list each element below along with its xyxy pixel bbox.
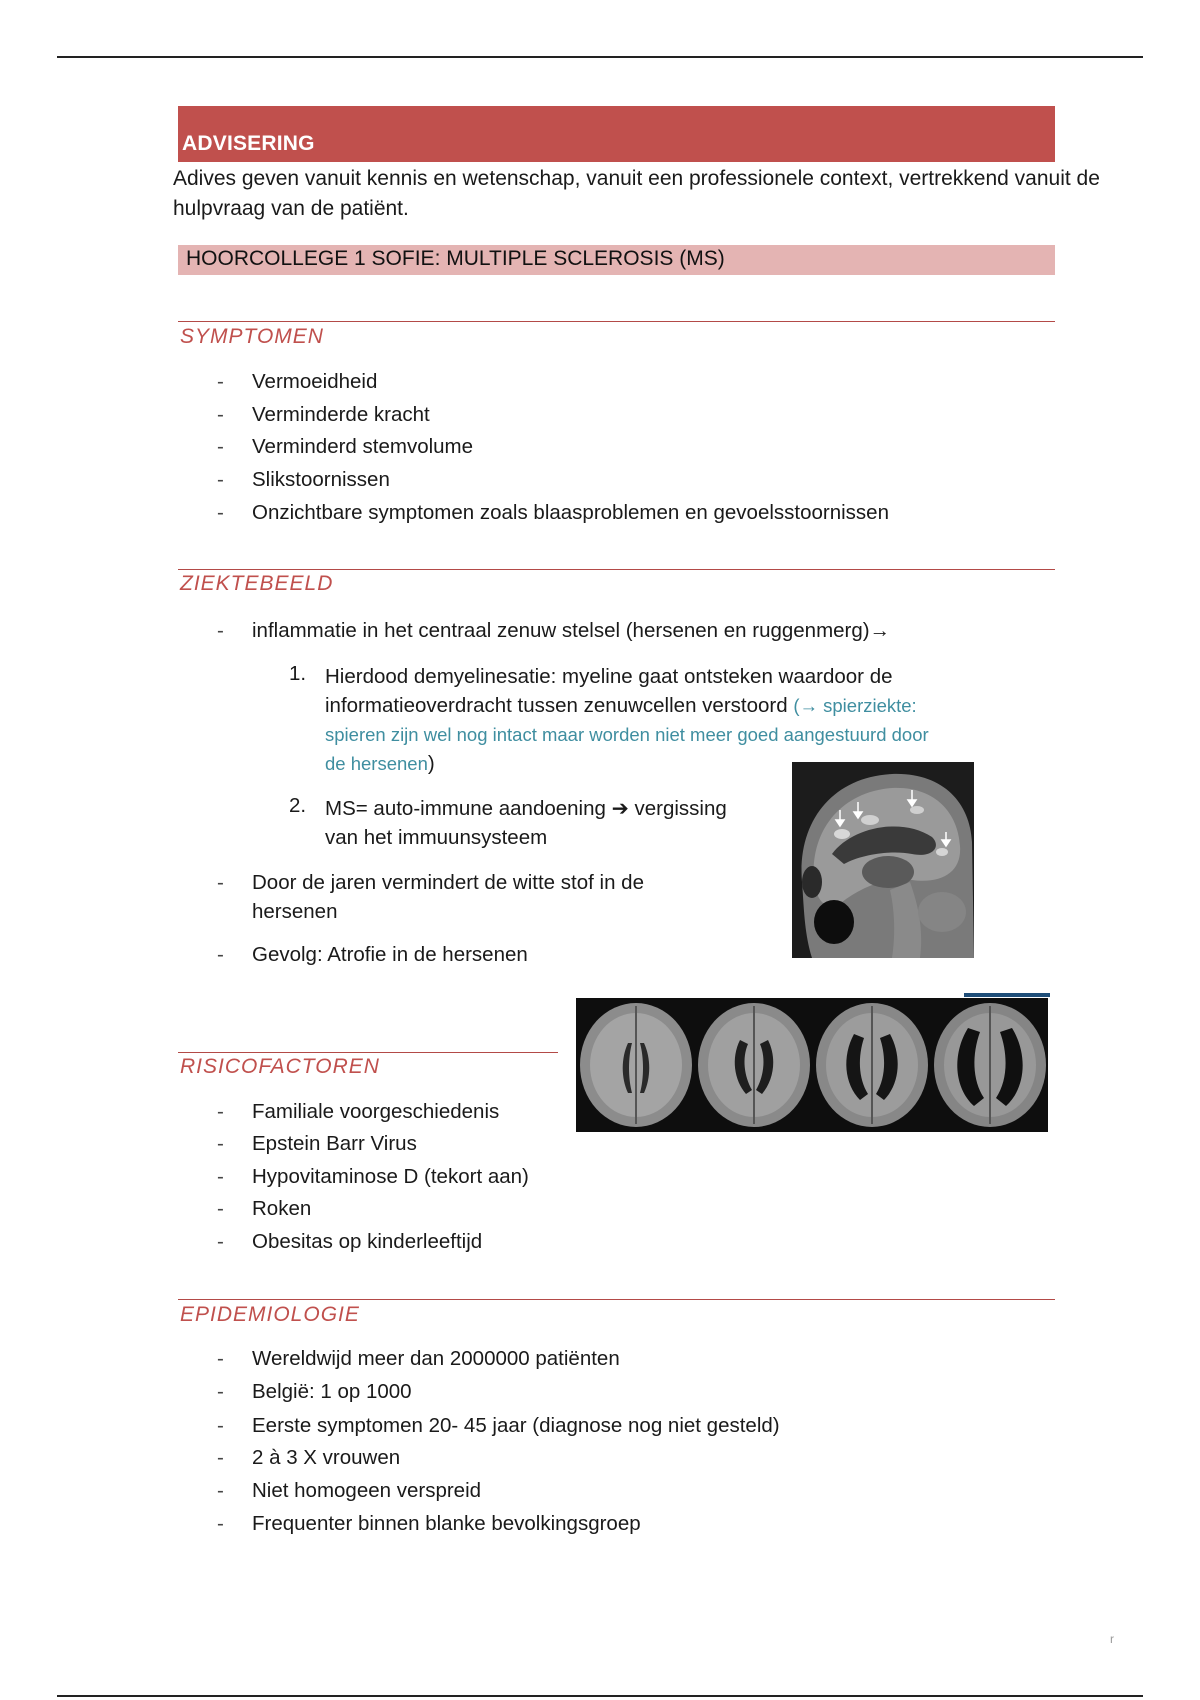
item-line: van het immuunsysteem [325, 826, 548, 849]
axial-slice-1 [580, 1003, 692, 1127]
image-accent-bar [964, 993, 1050, 997]
item-line: informatieoverdracht tussen zenuwcellen verstoord [325, 694, 788, 717]
item-line-with-note [325, 691, 929, 720]
intro-text: Adives geven vanuit kennis en wetenschap, vanuit een professionele context, vertrekkend vanuit de hulpvraag van de patiënt. [173, 167, 1100, 220]
risicofactoren-list [217, 1100, 529, 1263]
ziektebeeld-list-3 [217, 943, 528, 967]
note-text: (→ spierziekte: [793, 695, 917, 716]
note-close: ) [427, 752, 435, 775]
mri-axial-strip [576, 998, 1048, 1132]
numbered-item-2 [289, 794, 769, 854]
brain-sagittal-illustration [792, 762, 974, 958]
page-title-banner: ADVISERING [178, 106, 1055, 162]
note-text: de hersenen [325, 753, 428, 774]
section-title-symptomen: SYMPTOMEN [180, 325, 324, 348]
lecture-title: HOORCOLLEGE 1 SOFIE: MULTIPLE SCLEROSIS (MS) [178, 245, 1055, 275]
list-item: - Wereldwijd meer dan 2000000 patiënten [217, 1347, 780, 1380]
item-line: Door de jaren vermindert de witte stof in de [252, 871, 644, 894]
symptomen-list [217, 370, 889, 534]
page-mark: r [1110, 1632, 1114, 1646]
axial-slice-2 [698, 1003, 810, 1127]
list-item: - inflammatie in het centraal zenuw stelsel (hersenen en ruggenmerg)→ [217, 619, 890, 643]
section-rule-symptomen [178, 321, 1055, 322]
list-item: - Eerste symptomen 20- 45 jaar (diagnose nog niet gesteld) [217, 1414, 780, 1446]
item-line: hersenen [252, 900, 338, 923]
list-item: - 2 à 3 X vrouwen [217, 1446, 780, 1479]
mri-caption [792, 960, 794, 966]
epidemiologie-list [217, 1347, 780, 1545]
section-rule-epidemiologie [178, 1299, 1055, 1300]
top-rule [57, 56, 1143, 58]
item-line: Hierdood demyelinesatie: myeline gaat ontsteken waardoor de [325, 665, 893, 688]
ziektebeeld-list-1 [217, 619, 890, 643]
brain-axial-series [576, 998, 1048, 1132]
list-item: - Hypovitaminose D (tekort aan) [217, 1165, 529, 1197]
axial-slice-4 [934, 1003, 1046, 1127]
numbered-item-text [325, 662, 929, 778]
list-item: - Vermoeidheid [217, 370, 889, 403]
list-item: - Frequenter binnen blanke bevolkingsgroep [217, 1512, 780, 1545]
mri-sagittal-image [792, 762, 974, 958]
section-title-epidemiologie: EPIDEMIOLOGIE [180, 1303, 360, 1326]
ziektebeeld-list-2 [217, 868, 644, 926]
axial-slice-3 [816, 1003, 928, 1127]
list-item: - Roken [217, 1197, 529, 1230]
list-item: - Niet homogeen verspreid [217, 1479, 780, 1512]
item-number: 2. [289, 794, 307, 817]
note-text: spieren zijn wel nog intact maar worden niet meer goed aangestuurd door [325, 724, 929, 745]
list-item: - Familiale voorgeschiedenis [217, 1100, 529, 1132]
list-item: - Epstein Barr Virus [217, 1132, 529, 1165]
item-number: 1. [289, 662, 307, 685]
section-title-ziektebeeld: ZIEKTEBEELD [180, 572, 334, 595]
list-item [217, 868, 644, 926]
list-item: - Verminderde kracht [217, 403, 889, 435]
list-item: - Slikstoornissen [217, 468, 889, 501]
list-item: - België: 1 op 1000 [217, 1380, 780, 1414]
numbered-item-text [325, 794, 727, 852]
list-item: - Obesitas op kinderleeftijd [217, 1230, 529, 1263]
section-rule-ziektebeeld [178, 569, 1055, 570]
section-rule-risicofactoren [178, 1052, 558, 1053]
list-item: - Onzichtbare symptomen zoals blaasproblemen en gevoelsstoornissen [217, 501, 889, 534]
bottom-rule [57, 1695, 1143, 1697]
list-item: - Gevolg: Atrofie in de hersenen [217, 943, 528, 967]
item-line: MS= auto-immune aandoening ➔ vergissing [325, 797, 727, 820]
section-title-risicofactoren: RISICOFACTOREN [180, 1055, 380, 1078]
list-item: - Verminderd stemvolume [217, 435, 889, 468]
